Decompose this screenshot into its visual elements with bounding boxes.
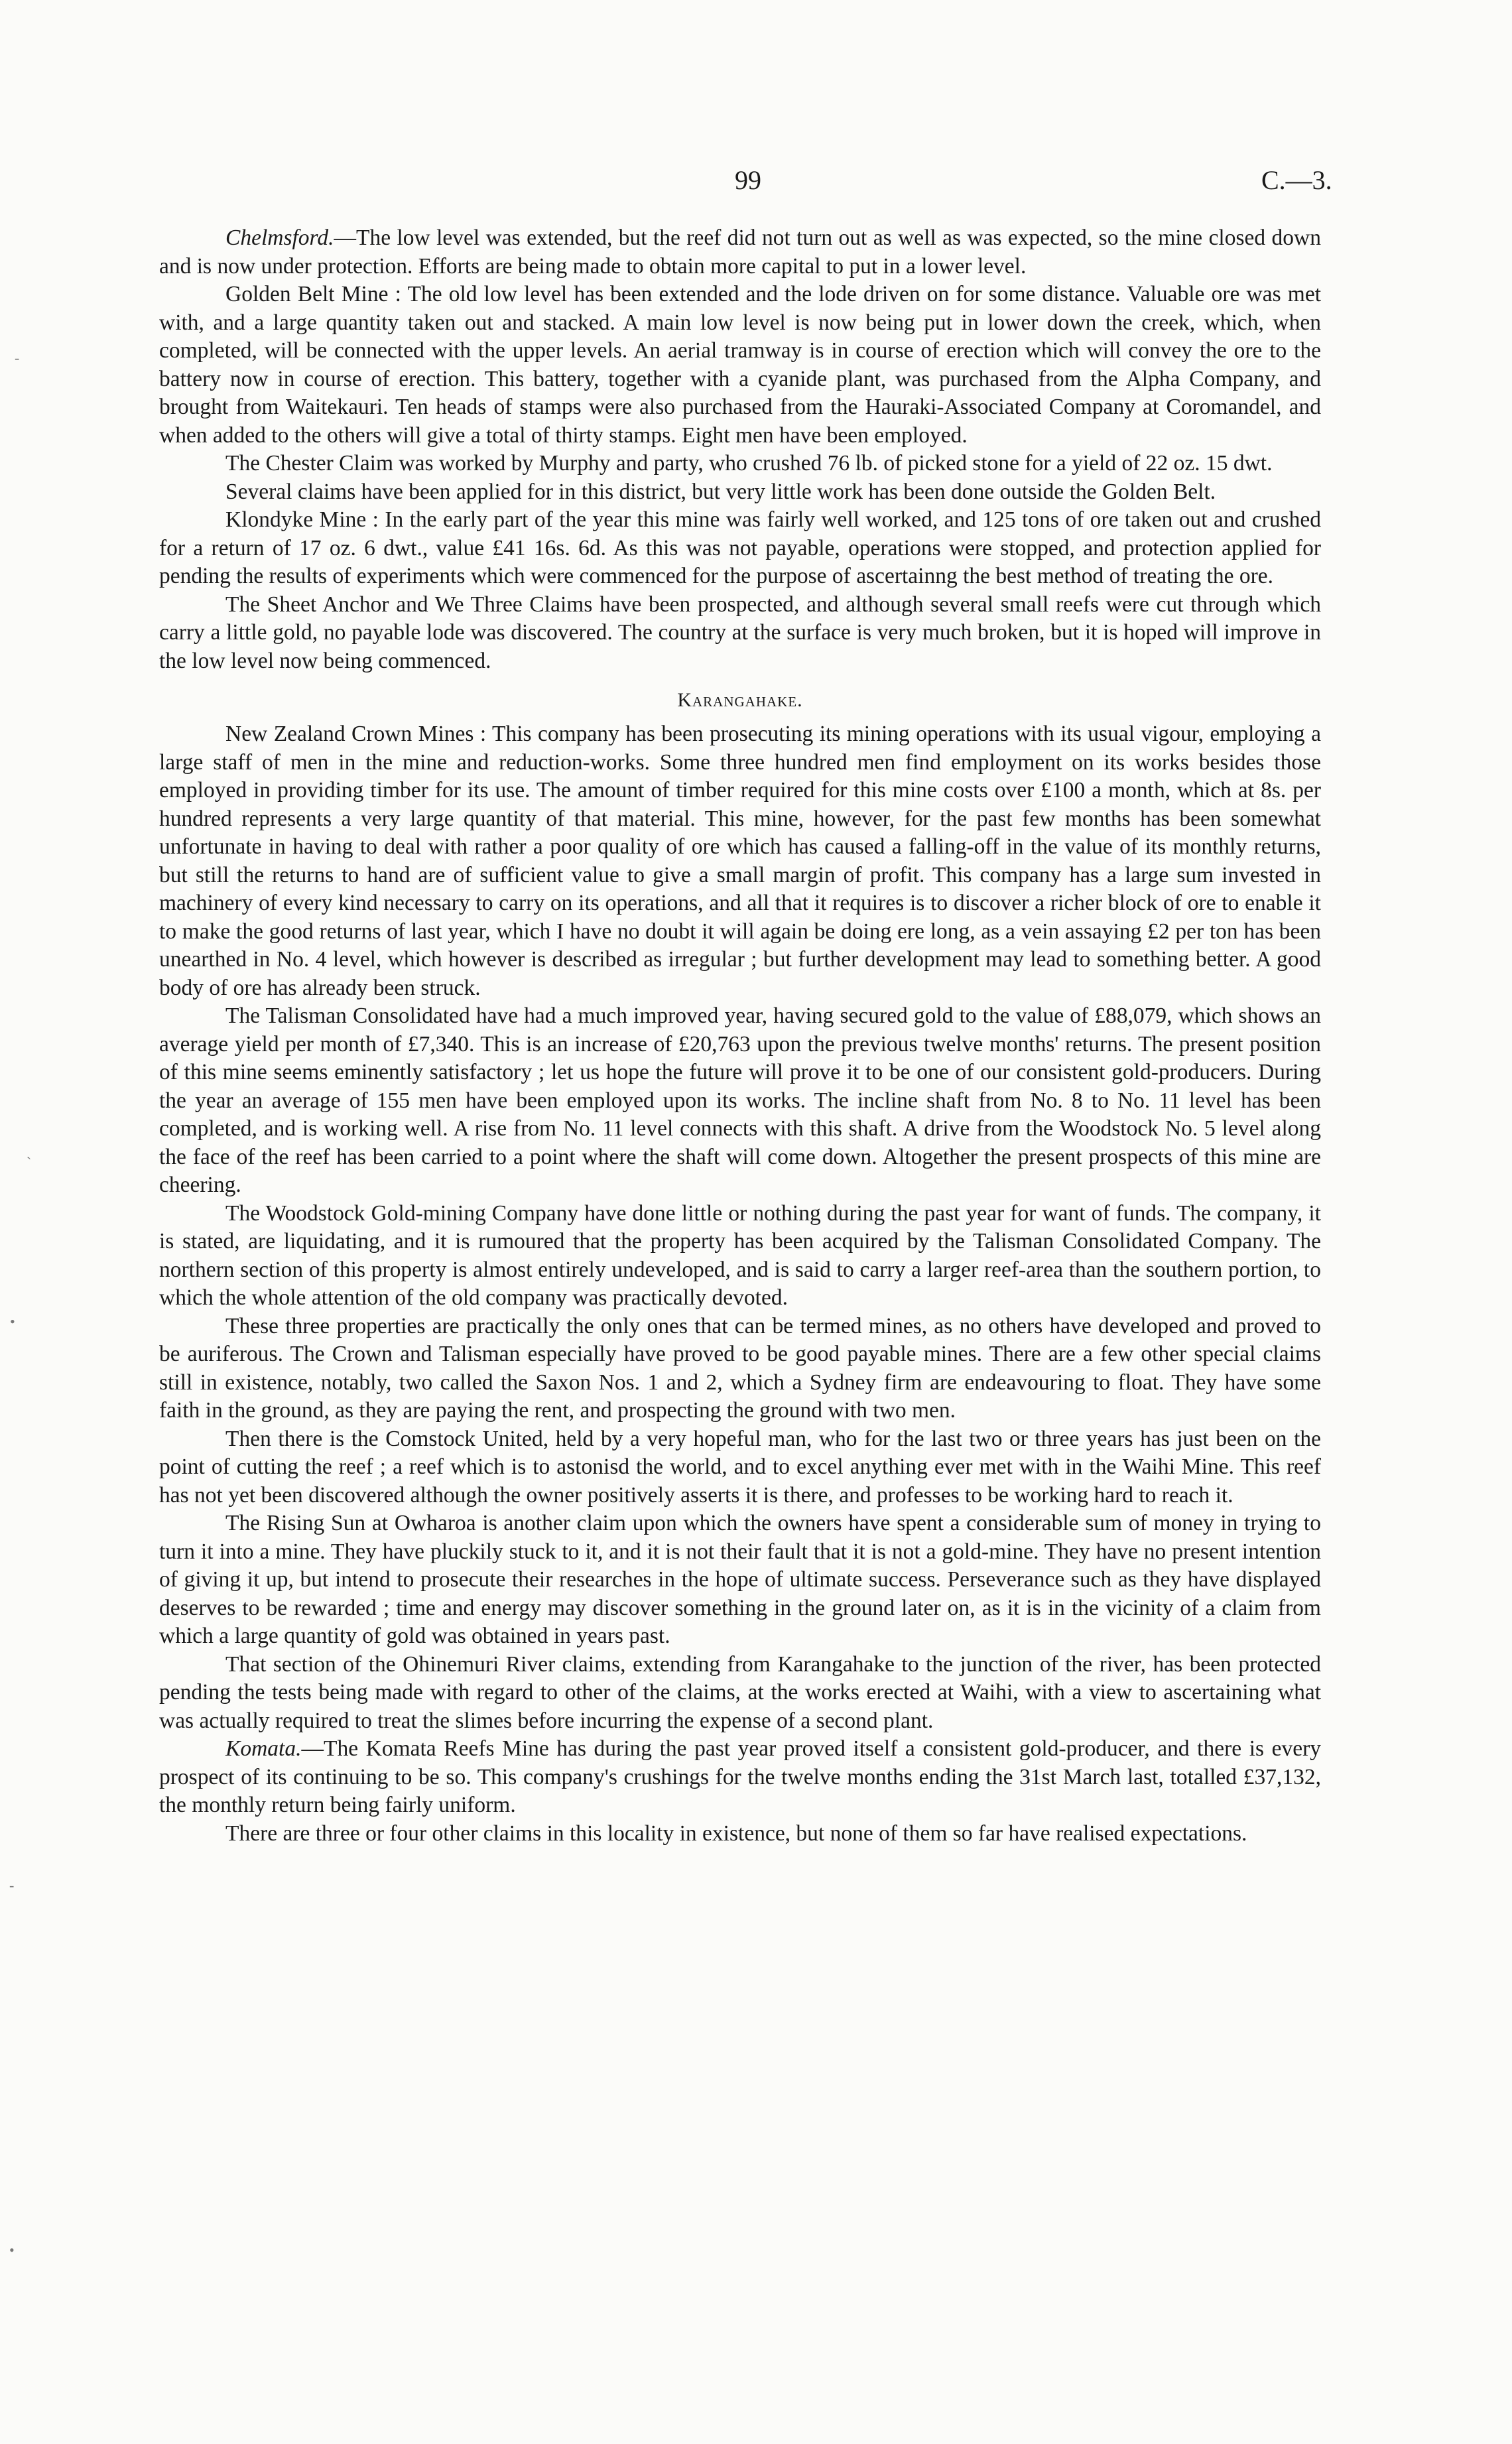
paragraph xyxy=(159,1200,1321,1313)
paragraph xyxy=(159,1651,1321,1736)
paragraph xyxy=(159,1820,1321,1848)
margin-mark: • xyxy=(9,2242,15,2258)
paragraph-text: —The Komata Reefs Mine has during the past year proved itself a consistent gold-producer, and there is every prospect of its continuing to be so. This company's crushings for the twelve months ending the 31st March last, totalled £37,132, the monthly return being fairly uniform. xyxy=(159,1736,1321,1817)
paragraph-text: The Talisman Consolidated have had a much improved year, having secured gold to the value of £88,079, which shows an average yield per month of £7,340. This is an increase of £20,763 upon the previous twelve months' returns. The present position of this mine seems eminently satisfactory ; let us hope the future will prove it to be one of our consistent gold-producers. During the year an average of 155 men have been employed upon its works. The incline shaft from No. 8 to No. 11 level has been completed, and is working well. A rise from No. 11 level connects with this shaft. A drive from the Woodstock No. 5 level along the face of the reef has been carried to a point where the shaft will come down. Altogether the present prospects of this mine are cheering. xyxy=(159,1003,1321,1197)
paragraph xyxy=(159,1510,1321,1651)
margin-mark: - xyxy=(15,350,20,366)
paragraph-text: The Woodstock Gold-mining Company have done little or nothing during the past year for want of funds. The company, it is stated, are liquidating, and it is rumoured that the property has been acquired by the Talisman Consolidated Company. The northern section of this property is almost entirely undeveloped, and is said to carry a larger reef-area than the southern portion, to which the whole attention of the old company was practically devoted. xyxy=(159,1200,1321,1310)
paragraph xyxy=(159,506,1321,591)
margin-mark: ` xyxy=(27,1154,32,1171)
paragraph xyxy=(159,224,1321,281)
paragraph-text: Golden Belt Mine : The old low level has been extended and the lode driven on for some distance. Valuable ore was met with, and a large quantity taken out and stacked. A main low level is now being put in lower down the creek, which, when completed, will be connected with the upper levels. An aerial tramway is in course of erection which will convey the ore to the battery now in course of erection. This battery, together with a cyanide plant, was purchased from the Alpha Company, and brought from Waitekauri. Ten heads of stamps were also purchased from the Hauraki-Associated Company at Coromandel, and when added to the others will give a total of thirty stamps. Eight men have been employed. xyxy=(159,282,1321,448)
paragraph xyxy=(159,450,1321,478)
paragraph-text: These three properties are practically the only ones that can be termed mines, as no others have developed and proved to be auriferous. The Crown and Talisman especially have proved to be good payable mines. There are a few other special claims still in existence, notably, two called the Saxon Nos. 1 and 2, which a Sydney firm are endeavouring to float. They have some faith in the ground, as they are paying the rent, and prospecting the ground with two men. xyxy=(159,1313,1321,1423)
paragraph-text: The Sheet Anchor and We Three Claims have been prospected, and although several small reefs were cut through which carry a little gold, no payable lode was discovered. The country at the surface is very much broken, but it is hoped will improve in the low level now being commenced. xyxy=(159,592,1321,673)
paragraph xyxy=(159,478,1321,507)
paragraph-text: The Rising Sun at Owharoa is another claim upon which the owners have spent a considerable sum of money in trying to turn it into a mine. They have pluckily stuck to it, and it is not their fault that it is not a gold-mine. They have no present intention of giving it up, but intend to prosecute their researches in the hope of ultimate success. Perseverance such as they have displayed deserves to be rewarded ; time and energy may discover something in the ground later on, as it is in the vicinity of a claim from which a large quantity of gold was obtained in years past. xyxy=(159,1511,1321,1648)
paragraph-text: Several claims have been applied for in this district, but very little work has been done outside the Golden Belt. xyxy=(225,479,1216,504)
paragraph xyxy=(159,1002,1321,1200)
paragraph-text: Then there is the Comstock United, held by a very hopeful man, who for the last two or three years has just been on the point of cutting the reef ; a reef which is to astonisd the world, and to excel anything ever met with in the Waihi Mine. This reef has not yet been discovered although the owner positively asserts it is there, and professes to be working hard to reach it. xyxy=(159,1426,1321,1508)
paragraph xyxy=(159,720,1321,1002)
paragraph-text: —The low level was extended, but the reef did not turn out as well as was expected, so the mine closed down and is now under protection. Efforts are being made to obtain more capital to put in a lower level. xyxy=(159,225,1321,279)
section-heading: Karangahake. xyxy=(677,689,803,711)
paragraph-text: That section of the Ohinemuri River claims, extending from Karangahake to the junction of the river, has been protected pending the tests being made with regard to other of the claims, at the works erected at Waihi, with a view to ascertaining what was actually required to treat the slimes before incurring the expense of a second plant. xyxy=(159,1651,1321,1733)
paragraph xyxy=(159,1735,1321,1820)
paragraph-text: New Zealand Crown Mines : This company has been prosecuting its mining operations with its usual vigour, employing a large staff of men in the mine and reduction-works. Some three hundred men find employment on its works besides those employed in providing timber for its use. The amount of timber required for this mine costs over £100 a month, which at 8s. per hundred represents a very large quantity of that material. This mine, however, for the past few months has been somewhat unfortunate in having to deal with rather a poor quality of ore which has caused a falling-off in the value of its monthly returns, but still the returns to hand are of sufficient value to give a small margin of profit. This company has a large sum invested in machinery of every kind necessary to carry on its operations, and all that it requires is to discover a richer block of ore to enable it to make the good returns of last year, which I have no doubt it will again be doing ere long, as a vein assaying £2 per ton has been unearthed in No. 4 level, which however is described as irregular ; but further development may lead to something better. A good body of ore has already been struck. xyxy=(159,722,1321,1000)
document-body xyxy=(159,224,1321,1848)
margin-mark: - xyxy=(9,1877,15,1894)
paragraph-text: There are three or four other claims in this locality in existence, but none of them so far have realised expectations. xyxy=(225,1821,1247,1846)
paragraph xyxy=(159,281,1321,450)
margin-mark: • xyxy=(10,1313,15,1330)
paragraph xyxy=(159,591,1321,676)
paragraph-lead: Komata. xyxy=(225,1736,302,1761)
paragraph-text: Klondyke Mine : In the early part of the year this mine was fairly well worked, and 125 tons of ore taken out and crushed for a return of 17 oz. 6 dwt., value £41 16s. 6d. As this was not payable, operations were stopped, and protection applied for pending the results of experiments which were commenced for the purpose of ascertainng the best method of treating the ore. xyxy=(159,507,1321,588)
paragraph-text: The Chester Claim was worked by Murphy and party, who crushed 76 lb. of picked stone for a yield of 22 oz. 15 dwt. xyxy=(225,451,1273,476)
page-number: 99 xyxy=(735,165,761,195)
paragraph xyxy=(159,1425,1321,1510)
paragraph-lead: Chelmsford. xyxy=(225,225,334,250)
document-reference: C.—3. xyxy=(1261,165,1332,195)
paragraph xyxy=(159,1313,1321,1425)
